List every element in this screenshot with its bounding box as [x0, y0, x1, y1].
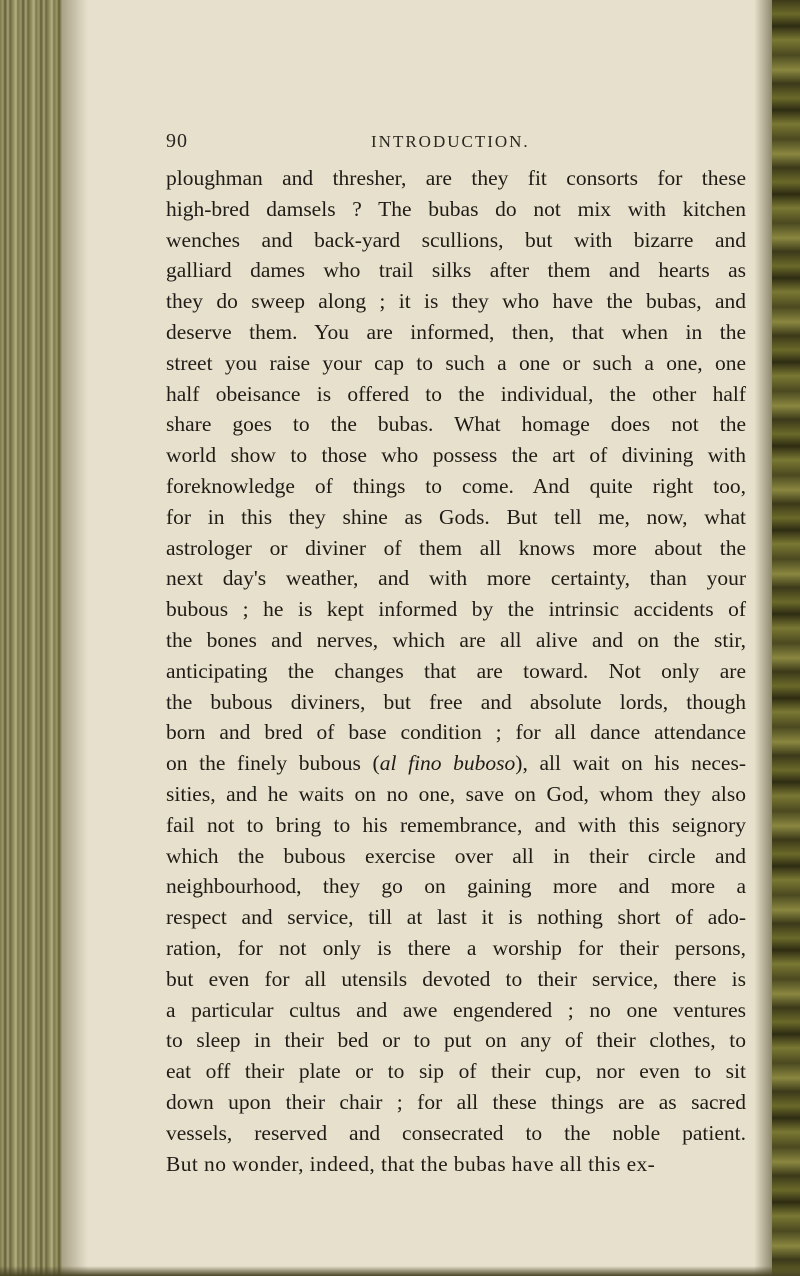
text-line: ration, for not only is there a worship for their persons, [166, 935, 746, 960]
text-line: anticipating the changes that are toward. Not only are [166, 658, 746, 683]
text-line: sities, and he waits on no one, save on God, whom they also [166, 781, 746, 806]
text-line: share goes to the bubas. What homage does not the [166, 412, 746, 437]
text-line: on the finely bubous (al fino buboso), all wait on his neces- [166, 751, 746, 776]
text-line: galliard dames who trail silks after them and hearts as [166, 258, 746, 283]
text-line: world show to those who possess the art of divining with [166, 443, 746, 468]
running-head: INTRODUCTION. [371, 132, 530, 151]
text-line: to sleep in their bed or to put on any of their clothes, to [166, 1028, 746, 1053]
text-line: high-bred damsels ? The bubas do not mix with kitchen [166, 196, 746, 221]
text-line: a particular cultus and awe engendered ; no one ventures [166, 997, 746, 1022]
page-bottom-edge [0, 1266, 800, 1276]
text-line: deserve them. You are informed, then, that when in the [166, 319, 746, 344]
text-line: foreknowledge of things to come. And quite right too, [166, 473, 746, 498]
text-line: bubous ; he is kept informed by the intrinsic accidents of [166, 597, 746, 622]
text-line: astrologer or diviner of them all knows more about the [166, 535, 746, 560]
page-number: 90 [166, 130, 188, 152]
text-line: which the bubous exercise over all in their circle and [166, 843, 746, 868]
text-line: wenches and back-yard scullions, but with bizarre and [166, 227, 746, 252]
text-line: street you raise your cap to such a one or such a one, one [166, 350, 746, 375]
text-line: neighbourhood, they go on gaining more and more a [166, 874, 746, 899]
text-line: the bones and nerves, which are all alive and on the stir, [166, 627, 746, 652]
page-fore-edge [772, 0, 800, 1276]
text-line: they do sweep along ; it is they who have the bubas, and [166, 289, 746, 314]
text-line: the bubous diviners, but free and absolute lords, though [166, 689, 746, 714]
text-line: down upon their chair ; for all these things are as sacred [166, 1089, 746, 1114]
text-line: born and bred of base condition ; for all dance attendance [166, 720, 746, 745]
italic-phrase: al fino buboso [379, 751, 516, 776]
text-line: eat off their plate or to sip of their cup, nor even to sit [166, 1059, 746, 1084]
text-line: but even for all utensils devoted to their service, there is [166, 966, 746, 991]
page-header [166, 130, 746, 160]
text-line: But no wonder, indeed, that the bubas have all this ex- [166, 1151, 656, 1176]
body-text [166, 163, 746, 1179]
text-line: vessels, reserved and consecrated to the noble patient. [166, 1120, 746, 1145]
text-line: next day's weather, and with more certainty, than your [166, 566, 746, 591]
text-line: for in this they shine as Gods. But tell me, now, what [166, 504, 746, 529]
book-binding-gutter [0, 0, 62, 1276]
text-line: fail not to bring to his remembrance, and with this seignory [166, 812, 746, 837]
text-line: respect and service, till at last it is nothing short of ado- [166, 905, 746, 930]
text-line: half obeisance is offered to the individual, the other half [166, 381, 746, 406]
text-line: ploughman and thresher, are they fit consorts for these [166, 166, 746, 190]
